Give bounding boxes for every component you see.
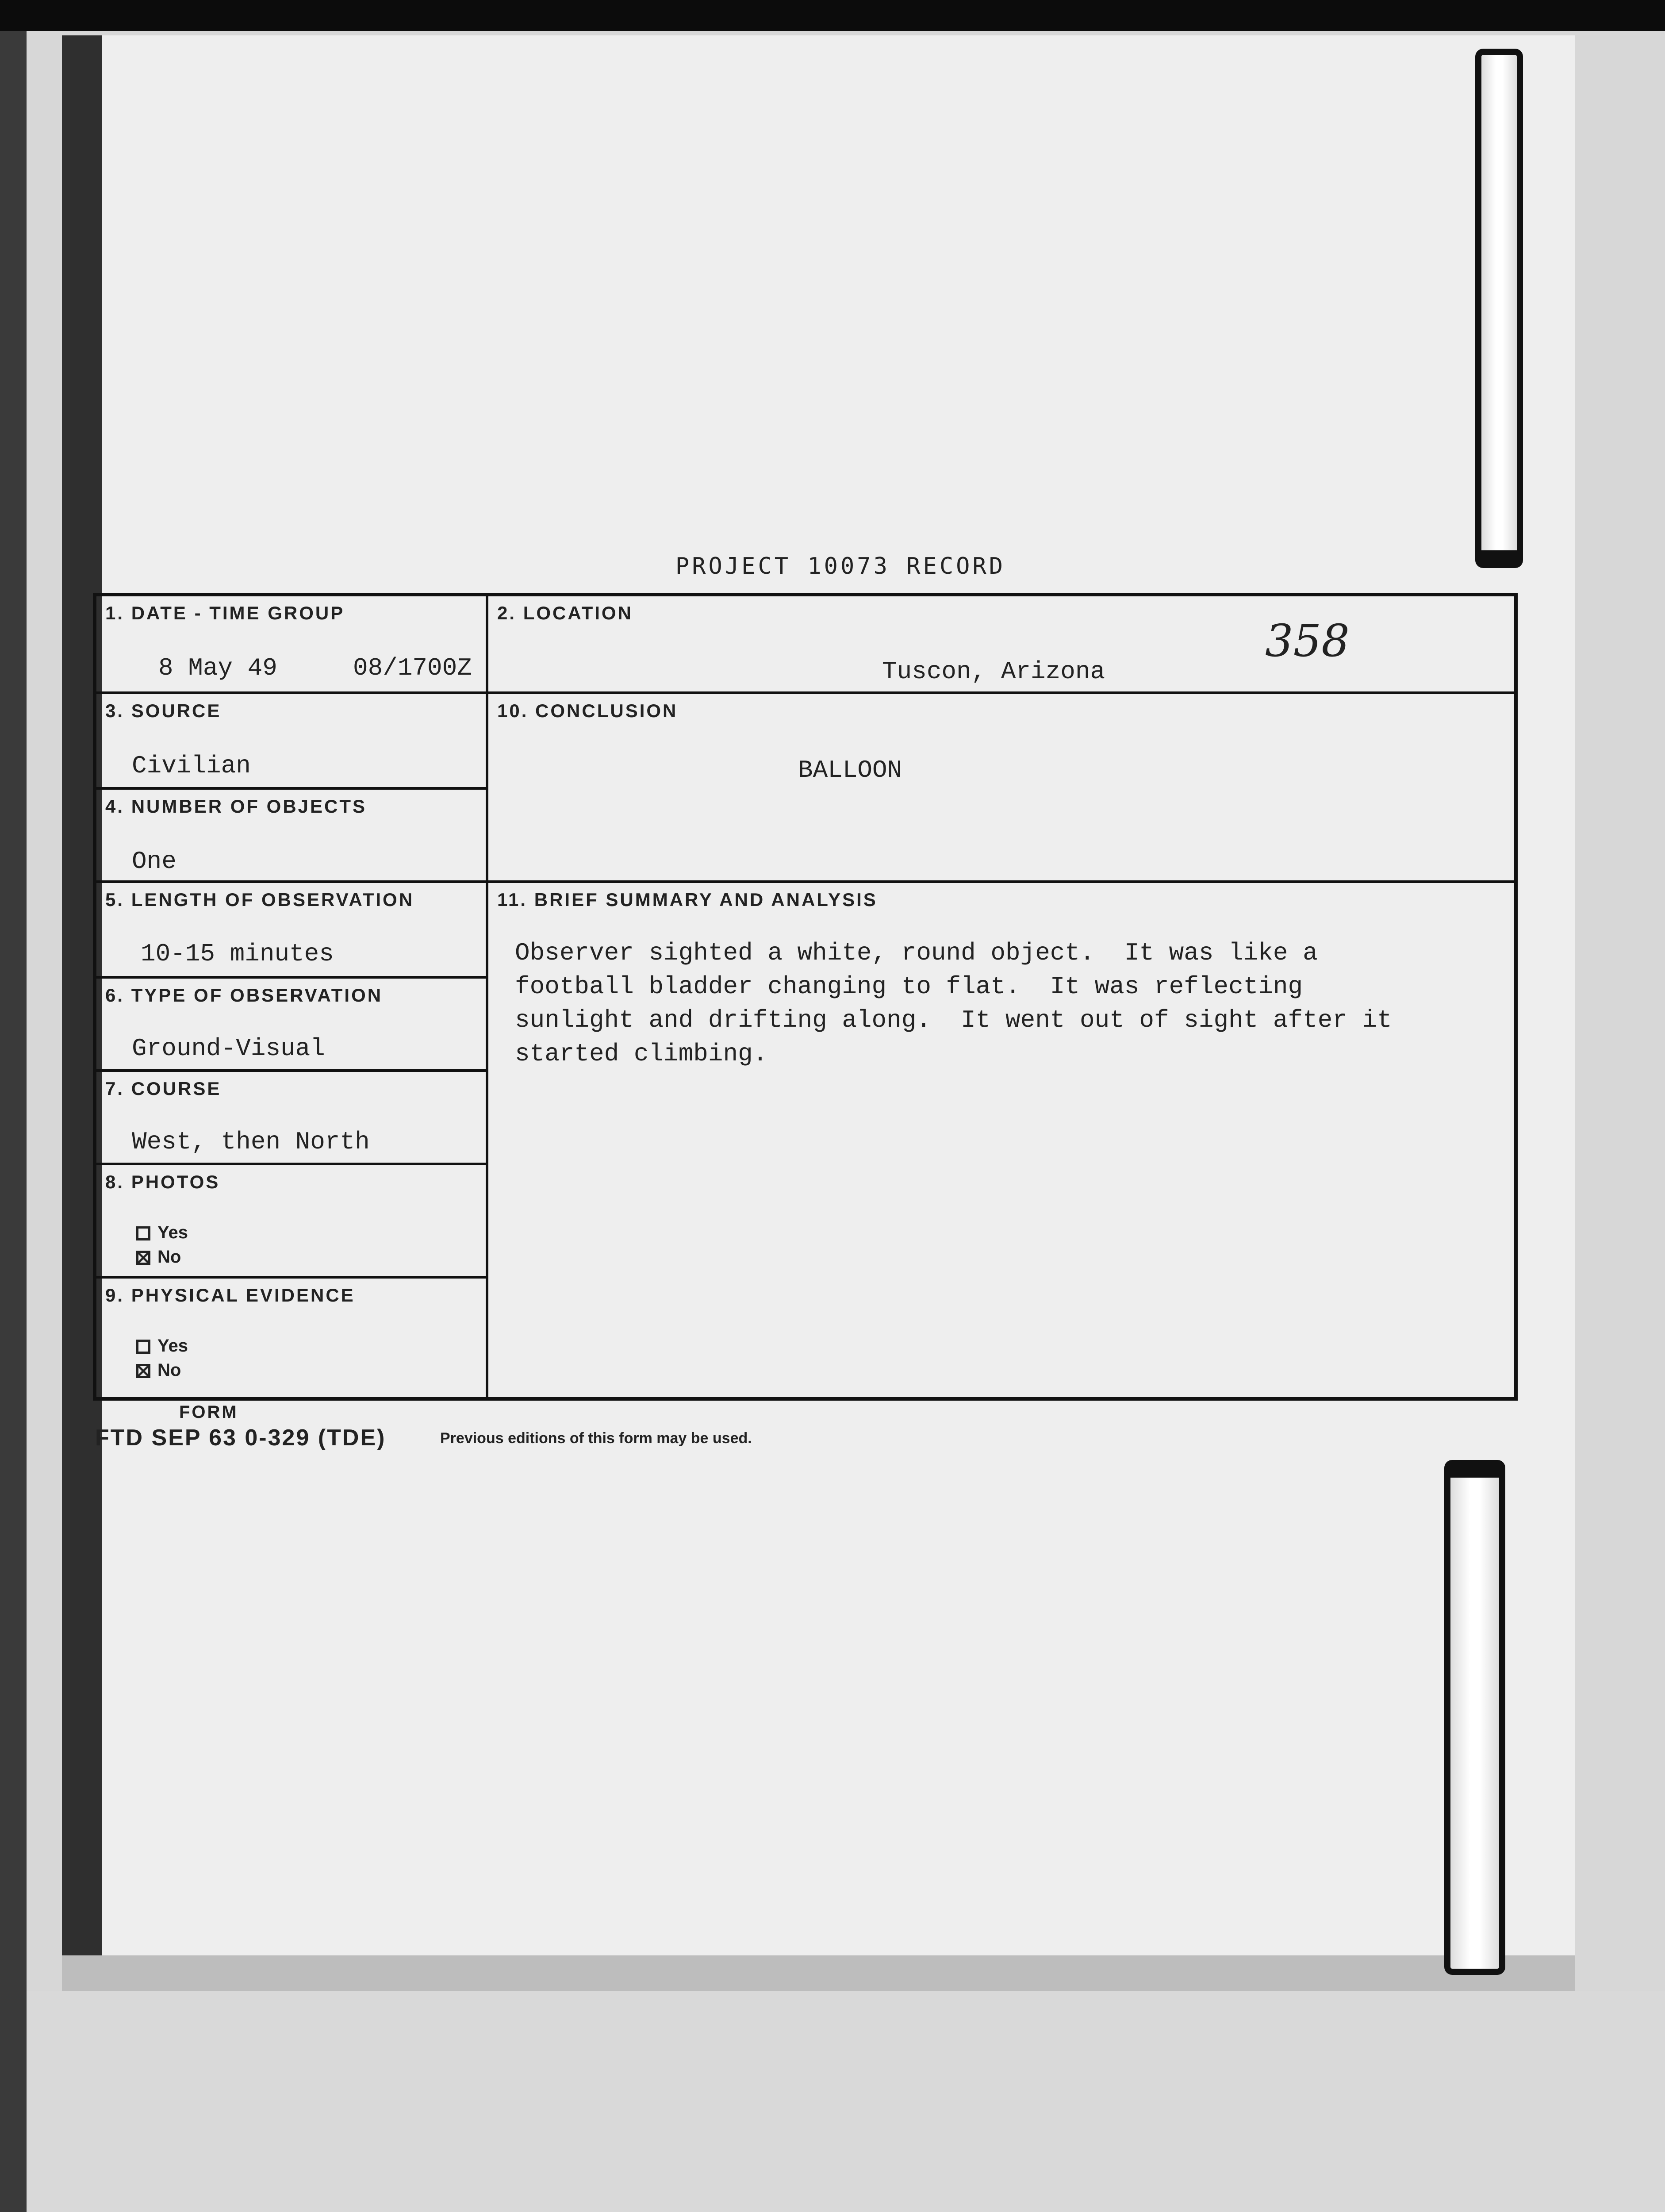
value-date: 8 May 49 xyxy=(158,654,277,682)
label-course: 7. COURSE xyxy=(105,1078,222,1099)
label-source: 3. SOURCE xyxy=(105,700,222,721)
film-perforation-bar-bottom xyxy=(1444,1460,1505,1975)
photos-yes-option[interactable] xyxy=(136,1223,188,1243)
value-length-of-observation: 10-15 minutes xyxy=(141,940,334,968)
cell-source xyxy=(96,694,488,790)
evidence-yes-checkbox[interactable] xyxy=(136,1340,150,1354)
evidence-yes-option[interactable] xyxy=(136,1336,188,1356)
value-location: Tuscon, Arizona xyxy=(882,657,1105,686)
film-border-top xyxy=(0,0,1665,31)
photos-no-label: No xyxy=(157,1247,181,1267)
photos-yes-label: Yes xyxy=(157,1223,188,1242)
photos-no-checkbox-checked[interactable] xyxy=(136,1251,150,1265)
cell-date-time-group xyxy=(96,596,488,694)
film-lower-area xyxy=(27,1991,1665,2212)
cell-brief-summary xyxy=(488,883,1514,1397)
evidence-no-checkbox-checked[interactable] xyxy=(136,1364,150,1378)
cell-number-of-objects xyxy=(96,790,488,883)
photos-yes-checkbox[interactable] xyxy=(136,1226,150,1240)
value-source: Civilian xyxy=(132,752,251,780)
label-date-time-group: 1. DATE - TIME GROUP xyxy=(105,603,345,623)
value-type-of-observation: Ground-Visual xyxy=(132,1034,325,1063)
value-conclusion: BALLOON xyxy=(798,756,902,784)
label-location: 2. LOCATION xyxy=(497,603,633,623)
cell-course xyxy=(96,1072,488,1165)
label-conclusion: 10. CONCLUSION xyxy=(497,700,678,721)
summary-text: Observer sighted a white, round object. It was like a football bladder changing to flat. It was reflecting sunlight and drifting along. It went out of sight after it started climbing. xyxy=(515,939,1392,1068)
value-number-of-objects: One xyxy=(132,847,176,876)
label-type-of-observation: 6. TYPE OF OBSERVATION xyxy=(105,985,383,1006)
footer-form-code: FTD SEP 63 0-329 (TDE) xyxy=(95,1425,386,1451)
cell-photos xyxy=(96,1165,488,1279)
label-brief-summary: 11. BRIEF SUMMARY AND ANALYSIS xyxy=(497,889,878,910)
paper-bottom-strip xyxy=(62,1955,1575,1991)
film-perforation-bar-top xyxy=(1475,49,1523,568)
value-time: 08/1700Z xyxy=(353,654,472,682)
evidence-yes-label: Yes xyxy=(157,1336,188,1356)
cell-physical-evidence xyxy=(96,1279,488,1397)
cell-conclusion xyxy=(488,694,1514,883)
handwritten-number: 358 xyxy=(1265,615,1350,667)
label-length-of-observation: 5. LENGTH OF OBSERVATION xyxy=(105,889,414,910)
cell-type-of-observation xyxy=(96,979,488,1072)
value-course: West, then North xyxy=(132,1128,370,1156)
cell-length-of-observation xyxy=(96,883,488,979)
label-number-of-objects: 4. NUMBER OF OBJECTS xyxy=(105,796,367,817)
cell-location xyxy=(488,596,1514,694)
photos-no-option[interactable] xyxy=(136,1247,181,1267)
footer-note: Previous editions of this form may be used. xyxy=(440,1430,752,1447)
record-form xyxy=(93,593,1518,1401)
evidence-no-option[interactable] xyxy=(136,1360,181,1380)
film-border-left xyxy=(0,31,27,2212)
label-physical-evidence: 9. PHYSICAL EVIDENCE xyxy=(105,1285,355,1306)
label-photos: 8. PHOTOS xyxy=(105,1171,220,1192)
footer-form-word: FORM xyxy=(179,1402,238,1422)
evidence-no-label: No xyxy=(157,1360,181,1380)
form-title: PROJECT 10073 RECORD xyxy=(675,553,1006,580)
